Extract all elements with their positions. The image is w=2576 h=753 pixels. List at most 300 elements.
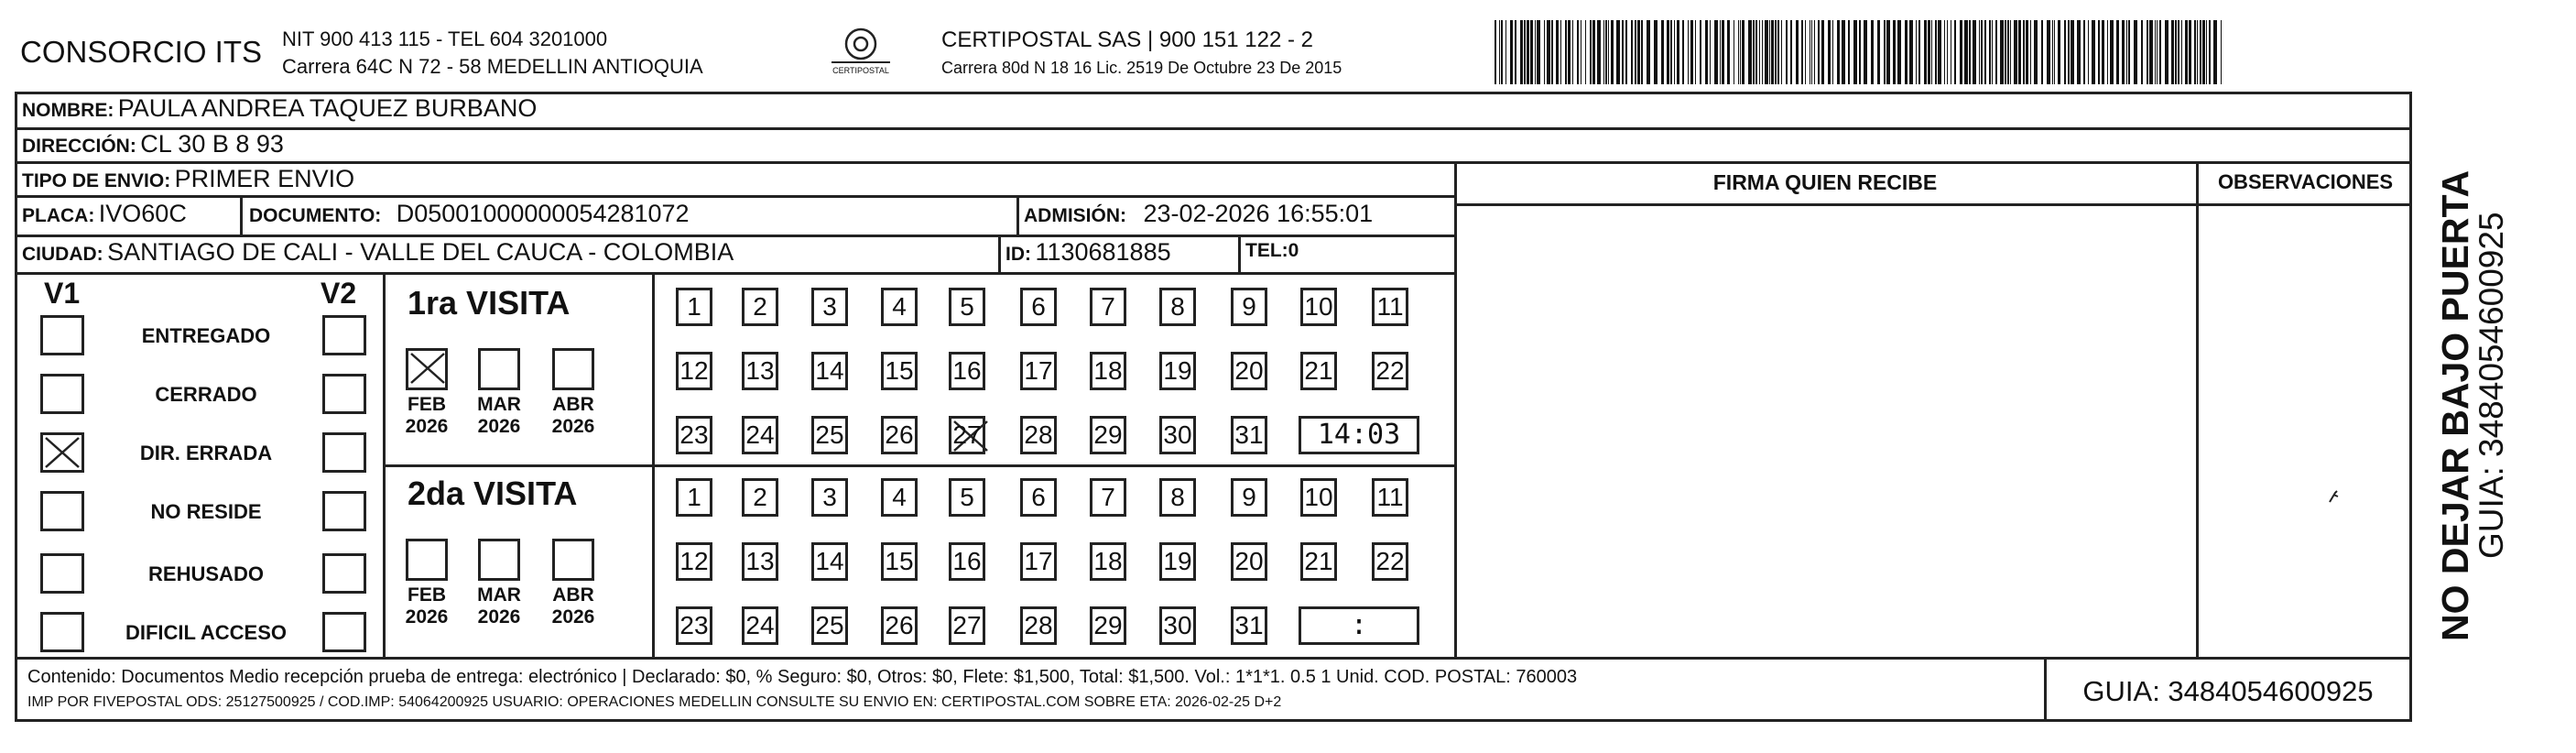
day-box[interactable] [1020,478,1057,517]
day-box[interactable] [1090,542,1126,581]
day-number: 21 [1304,356,1333,385]
day-number: 19 [1163,547,1192,575]
day-box[interactable] [949,606,985,645]
day-box[interactable] [1020,288,1057,326]
day-number: 25 [815,611,844,639]
tel-label: TEL: [1245,240,1288,261]
day-box[interactable] [949,352,985,390]
v2-checkbox[interactable] [322,374,366,414]
barcode-bar [1775,20,1777,84]
month-year-label [467,394,531,438]
barcode-bar [1537,20,1540,84]
day-box[interactable] [1231,478,1267,517]
day-box[interactable] [1020,542,1057,581]
day-box[interactable] [676,606,712,645]
barcode-bar [1979,20,1980,84]
barcode-bar [1667,20,1669,84]
day-number: 11 [1376,483,1404,511]
barcode-bar [2047,20,2050,84]
day-number: 16 [952,356,982,385]
barcode-bar [2071,20,2074,84]
month-year-label [395,584,459,628]
year-label: 2026 [405,606,449,628]
day-box[interactable] [949,416,985,454]
day-number: 17 [1024,547,1053,575]
day-box[interactable] [811,288,848,326]
v1-checkbox[interactable] [40,612,84,652]
row-ciudad [22,238,734,267]
barcode-bar [2083,20,2085,84]
v1-checkbox[interactable] [40,432,84,473]
row-placa [22,200,187,228]
day-box[interactable] [1231,542,1267,581]
barcode-bar [1556,20,1559,84]
barcode-bar [1603,20,1604,84]
day-box[interactable] [1159,288,1196,326]
barcode-bar [1577,20,1579,84]
day-box[interactable] [811,352,848,390]
barcode-bar [1654,20,1658,84]
v1-checkbox[interactable] [40,374,84,414]
day-number: 8 [1170,483,1185,511]
barcode-bar [1969,20,1971,84]
barcode-bar [1637,20,1640,84]
barcode-bar [2102,20,2104,84]
barcode-bar [2098,20,2100,84]
month-label: ABR [552,394,594,415]
barcode-bar [2159,20,2161,84]
day-box[interactable] [676,288,712,326]
day-box[interactable] [881,542,918,581]
day-box[interactable] [1372,478,1408,517]
tipo-label: TIPO DE ENVIO: [22,170,171,191]
barcode-bar [1811,20,1812,84]
month-label: MAR [477,394,521,415]
documento-label: DOCUMENTO: [249,205,382,226]
day-box[interactable] [1020,416,1057,454]
day-number: 2 [753,483,767,511]
barcode-bar [1605,20,1607,84]
day-box[interactable] [881,606,918,645]
barcode-bar [1505,20,1506,84]
barcode-bar [1947,20,1948,84]
day-number: 6 [1031,483,1046,511]
barcode-bar [1893,20,1896,84]
barcode-bar [1828,20,1831,84]
day-number: 12 [679,356,709,385]
barcode-bar [1527,20,1529,84]
barcode-bar [2209,20,2211,84]
barcode-bar [1647,20,1650,84]
day-box[interactable] [742,478,778,517]
company-address: Carrera 64C N 72 - 58 MEDELLIN ANTIOQUIA [282,55,703,78]
barcode-bar [2155,20,2156,84]
day-box[interactable] [949,288,985,326]
barcode-bar [1501,20,1503,84]
barcode-bar [1777,20,1779,84]
barcode-bar [1551,20,1553,84]
day-number: 5 [960,483,974,511]
firma-header: FIRMA QUIEN RECIBE [1712,170,1938,194]
barcode-bar [2092,20,2095,84]
barcode-bar [1938,20,1941,84]
barcode-bar [1762,20,1763,84]
barcode-bar [1560,20,1561,84]
barcode-bar [2122,20,2125,84]
day-number: 4 [892,483,907,511]
month-year-label [395,394,459,438]
barcode-bar [2064,20,2066,84]
month-year-label [541,584,605,628]
barcode-bar [1935,20,1937,84]
day-box[interactable] [676,416,712,454]
day-box[interactable] [1372,352,1408,390]
day-box[interactable] [811,416,848,454]
day-box[interactable] [742,352,778,390]
year-label: 2026 [477,606,521,628]
barcode-bar [2185,20,2188,84]
placa-label: PLACA: [22,205,95,226]
barcode-bar [1916,20,1917,84]
barcode-bar [1714,20,1718,84]
day-number: 8 [1170,292,1185,321]
barcode-bar [1631,20,1633,84]
barcode-bar [1590,20,1592,84]
row-direccion [22,130,284,158]
barcode-bar [1759,20,1760,84]
barcode-bar [1786,20,1788,84]
barcode-bar [2077,20,2081,84]
day-number: 31 [1234,420,1264,449]
v2-checkbox[interactable] [322,315,366,355]
barcode-bar [1535,20,1536,84]
barcode-bar [2149,20,2153,84]
company-name: CONSORCIO ITS [20,35,263,69]
id-label: ID: [1005,244,1031,265]
v2-checkbox[interactable] [322,491,366,531]
day-box[interactable] [1231,606,1267,645]
tipo-value: PRIMER ENVIO [174,165,355,192]
day-number: 29 [1093,611,1123,639]
barcode-bar [2054,20,2055,84]
placa-value: IVO60C [98,200,187,227]
barcode-bar [1727,20,1730,84]
barcode-bar [1592,20,1595,84]
barcode-bar [1877,20,1880,84]
v1-header: V1 [44,277,81,310]
day-box[interactable] [949,478,985,517]
day-number: 9 [1242,483,1256,511]
barcode-bar [1897,20,1901,84]
barcode-bar [2018,20,2021,84]
barcode-bar [1931,20,1932,84]
barcode-icon [1495,20,2227,84]
barcode-bar [1742,20,1745,84]
barcode-bar [1989,20,1991,84]
barcode-bar [1984,20,1986,84]
day-box[interactable] [1159,352,1196,390]
barcode-bar [1805,20,1806,84]
barcode-bar [2000,20,2004,84]
documento-value: D05001000000054281072 [396,200,690,227]
v1-checkbox[interactable] [40,553,84,594]
barcode-bar [1928,20,1930,84]
month-year-label [541,394,605,438]
day-box[interactable] [742,416,778,454]
day-box[interactable] [1300,352,1337,390]
courier-name: CERTIPOSTAL SAS | 900 151 122 - 2 [941,27,1313,52]
day-box[interactable] [1300,478,1337,517]
day-box[interactable] [1090,352,1126,390]
barcode-bar [1710,20,1711,84]
v2-checkbox[interactable] [322,612,366,652]
month-year-label [467,584,531,628]
day-number: 28 [1024,420,1053,449]
month-checkbox[interactable] [406,348,448,390]
v2-checkbox[interactable] [322,553,366,594]
barcode-bar [1748,20,1752,84]
barcode-bar [1510,20,1513,84]
reason-label: DIR. ERRADA [139,442,273,464]
barcode-bar [1954,20,1956,84]
day-box[interactable] [1020,352,1057,390]
visit-time[interactable]: 14:03 [1299,416,1419,454]
row-tel [1245,240,1299,262]
footer-imp: IMP POR FIVEPOSTAL ODS: 25127500925 / COD.IMP: 54064200925 USUARIO: OPERACIONES MEDELLIN CONSULTE SU ENVIO EN: CERTIPOSTAL.COM SOBRE ETA: 2026-02-25 D+2 [27,694,1282,710]
barcode-bar [1641,20,1643,84]
day-number: 23 [679,420,709,449]
tel-value: 0 [1288,240,1299,261]
day-box[interactable] [1090,416,1126,454]
barcode-bar [2007,20,2009,84]
barcode-bar [2030,20,2031,84]
barcode-bar [1544,20,1545,84]
day-box[interactable] [1090,606,1126,645]
barcode-bar [2141,20,2143,84]
day-number: 27 [952,611,982,639]
courier-logo-text: CERTIPOSTAL [832,66,889,75]
barcode-bar [1973,20,1976,84]
barcode-bar [1568,20,1571,84]
barcode-bar [1722,20,1724,84]
barcode-bar [1771,20,1774,84]
day-number: 26 [885,420,914,449]
barcode-bar [1611,20,1614,84]
day-box[interactable] [881,416,918,454]
day-box[interactable] [742,288,778,326]
barcode-bar [2041,20,2043,84]
day-box[interactable] [881,352,918,390]
v2-checkbox[interactable] [322,432,366,473]
day-box[interactable] [1159,478,1196,517]
day-box[interactable] [676,478,712,517]
barcode-bar [1821,20,1824,84]
day-number: 15 [885,547,914,575]
visit1-title: 1ra VISITA [408,284,571,322]
day-box[interactable] [676,542,712,581]
day-number: 27 [952,420,982,449]
day-box[interactable] [1372,288,1408,326]
day-box[interactable] [811,606,848,645]
day-box[interactable] [1231,416,1267,454]
barcode-bar [1918,20,1920,84]
day-number: 23 [679,611,709,639]
nombre-label: NOMBRE: [22,100,114,121]
nombre-value: PAULA ANDREA TAQUEZ BURBANO [117,94,538,122]
barcode-bar [1700,20,1701,84]
barcode-bar [1499,20,1500,84]
barcode-bar [1547,20,1550,84]
day-number: 22 [1375,547,1405,575]
barcode-bar [1635,20,1636,84]
barcode-bar [2052,20,2053,84]
barcode-bar [2116,20,2119,84]
day-box[interactable] [1090,478,1126,517]
row-nombre [22,94,537,123]
day-box[interactable] [742,606,778,645]
day-number: 14 [815,356,844,385]
day-number: 7 [1101,483,1115,511]
visit2-title: 2da VISITA [408,475,578,512]
v1-checkbox[interactable] [40,491,84,531]
day-box[interactable] [1231,352,1267,390]
barcode-bar [1871,20,1874,84]
barcode-bar [1661,20,1664,84]
barcode-bar [1781,20,1782,84]
barcode-bar [1622,20,1624,84]
day-number: 24 [745,611,775,639]
barcode-bar [1674,20,1675,84]
reason-label: ENTREGADO [141,324,271,347]
day-number: 20 [1234,547,1264,575]
day-number: 7 [1101,292,1115,321]
day-number: 10 [1304,483,1333,511]
day-number: 21 [1304,547,1333,575]
barcode-bar [1886,20,1890,84]
barcode-bar [1738,20,1739,84]
barcode-bar [2068,20,2070,84]
barcode-bar [1753,20,1755,84]
day-number: 28 [1024,611,1053,639]
day-number: 10 [1304,292,1333,321]
barcode-bar [1616,20,1620,84]
courier-logo [815,26,907,75]
day-box[interactable] [1159,542,1196,581]
day-number: 3 [822,292,837,321]
barcode-bar [1765,20,1768,84]
barcode-bar [2194,20,2196,84]
day-box[interactable] [1300,288,1337,326]
day-number: 12 [679,547,709,575]
company-nit: NIT 900 413 115 - TEL 604 3201000 [282,27,608,50]
barcode-bar [2034,20,2038,84]
barcode-bar [1801,20,1803,84]
day-box[interactable] [1020,606,1057,645]
day-box[interactable] [1372,542,1408,581]
day-box[interactable] [881,478,918,517]
day-box[interactable] [881,288,918,326]
day-box[interactable] [1090,288,1126,326]
day-number: 30 [1163,420,1192,449]
barcode-bar [2058,20,2060,84]
day-box[interactable] [1159,416,1196,454]
reason-label: DIFICIL ACCESO [125,621,287,644]
day-number: 3 [822,483,837,511]
barcode-bar [1530,20,1533,84]
barcode-bar [1992,20,1993,84]
barcode-bar [1924,20,1927,84]
barcode-bar [1884,20,1886,84]
barcode-bar [1755,20,1757,84]
barcode-bar [1818,20,1820,84]
v2-header: V2 [321,277,357,310]
day-box[interactable] [1300,542,1337,581]
month-checkbox[interactable] [552,348,594,390]
day-number: 26 [885,611,914,639]
day-number: 2 [753,292,767,321]
barcode-bar [1688,20,1689,84]
barcode-bar [1682,20,1684,84]
visit-time[interactable]: : [1299,606,1419,645]
row-tipo [22,165,354,193]
barcode-bar [1960,20,1962,84]
day-number: 9 [1242,292,1256,321]
day-box[interactable] [811,478,848,517]
barcode-bar [1720,20,1721,84]
day-box[interactable] [1159,606,1196,645]
barcode-bar [1944,20,1945,84]
month-checkbox[interactable] [478,539,520,581]
barcode-bar [1864,20,1867,84]
day-number: 17 [1024,356,1053,385]
barcode-bar [1905,20,1908,84]
barcode-bar [1705,20,1708,84]
barcode-bar [2026,20,2028,84]
day-box[interactable] [676,352,712,390]
ciudad-label: CIUDAD: [22,244,103,265]
day-box[interactable] [811,542,848,581]
day-number: 5 [960,292,974,321]
barcode-bar [2126,20,2127,84]
v1-checkbox[interactable] [40,315,84,355]
day-box[interactable] [949,542,985,581]
month-checkbox[interactable] [406,539,448,581]
barcode-bar [2200,20,2201,84]
barcode-bar [1565,20,1567,84]
reason-label: CERRADO [155,383,257,406]
barcode-bar [2165,20,2168,84]
observation-mark [2326,487,2341,506]
year-label: 2026 [405,416,449,437]
admision-value: 23-02-2026 16:55:01 [1143,200,1374,227]
day-box[interactable] [1231,288,1267,326]
day-number: 18 [1093,356,1123,385]
barcode-bar [1842,20,1845,84]
day-number: 25 [815,420,844,449]
barcode-bar [1832,20,1833,84]
barcode-bar [2010,20,2011,84]
month-checkbox[interactable] [478,348,520,390]
barcode-bar [2128,20,2130,84]
barcode-bar [1814,20,1815,84]
barcode-bar [2134,20,2137,84]
day-number: 6 [1031,292,1046,321]
month-checkbox[interactable] [552,539,594,581]
barcode-bar [1572,20,1573,84]
day-number: 22 [1375,356,1405,385]
row-admision [1024,200,1373,228]
day-box[interactable] [742,542,778,581]
